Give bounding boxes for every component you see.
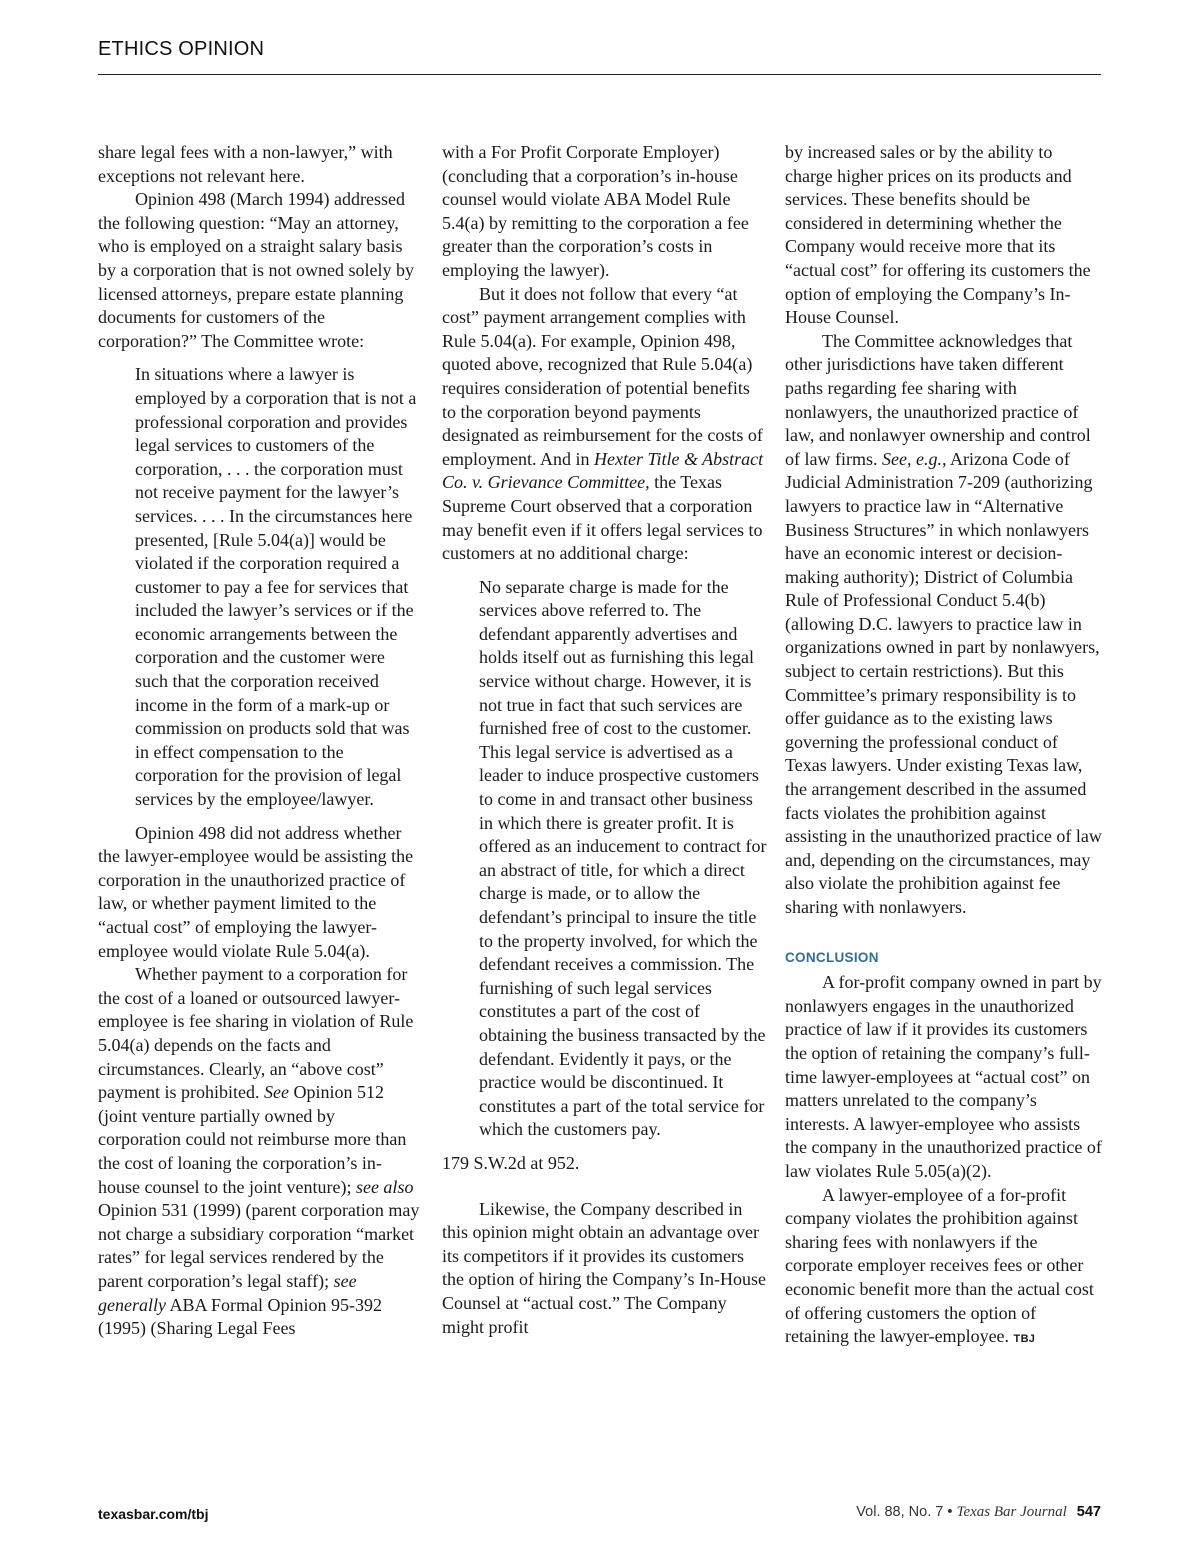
spacer: [442, 1176, 767, 1198]
paragraph: Opinion 498 did not address whether the lawyer-employee would be assisting the corporation in the unauthorized practice of law, or whether payment limited to the “actual cost” of employing the lawyer-employee would violate Rule 5.04(a).: [98, 822, 414, 961]
footer-issue: [856, 1504, 1101, 1521]
paragraph: with a For Profit Corporate Employer) (concluding that a corporation’s in-house counsel would violate ABA Model Rule 5.4(a) by remitting to the corporation a fee greater than the corporation’s costs in employing the lawyer).: [442, 142, 749, 280]
paragraph: by increased sales or by the ability to charge higher prices on its products and services. These benefits should be considered in determining whether the Company would receive more that its “actual cost” for offering its customers the option of employing the Company’s In-House Counsel.: [785, 142, 1091, 328]
case-name: Hexter Title & Abstract Co. v. Grievance Committee,: [442, 448, 764, 493]
conclusion-heading: CONCLUSION: [785, 949, 879, 965]
signal-see-eg: See, e.g.,: [881, 448, 947, 469]
block-quote: In situations where a lawyer is employed by a corporation that is not a professional corporation and provides legal services to customers of the corporation, . . . the corporation must not receive payment for the lawyer’s services. . . . In the circumstances here presented, [Rule 5.04(a)] would be violated if the corporation required a customer to pay a fee for services that included the lawyer’s services or if the economic arrangements between the corporation and the customer were such that the corporation received income in the form of a mark-up or commission on products sold that was in effect compensation to the corporation for the provision of legal services by the employee/lawyer.: [135, 364, 417, 810]
signal-see-also: see also: [355, 1176, 414, 1197]
header-divider: [98, 74, 1101, 75]
paragraph: But it does not follow that every “at cost” payment arrangement complies with Rule 5.04(a). For example, Opinion 498, quoted above, recognized that Rule 5.04(a) requires consideration of potential benefits to the corporation beyond payments designated as reimbursement for the costs of employment. And in Hexter Title & Abstract Co. v. Grievance Committee, the Texas Supreme Court observed that a corporation may benefit even if it offers legal services to customers at no additional charge:: [442, 283, 764, 564]
paragraph: share legal fees with a non-lawyer,” with exceptions not relevant here.: [98, 142, 393, 186]
footer-journal: Texas Bar Journal: [956, 1504, 1067, 1520]
paragraph: A for-profit company owned in part by nonlawyers engages in the unauthorized practice of law if it provides its customers the option of retaining the company’s full-time lawyer-employees at “actual cost” on matters unrelated to the company’s interests. A lawyer-employee who assists the company in the unauthorized practice of law violates Rule 5.05(a)(2).: [785, 972, 1102, 1181]
paragraph: The Committee acknowledges that other jurisdictions have taken different paths regarding fee sharing with nonlawyers, the unauthorized practice of law, and nonlawyer ownership and control of law firms. See, e.g., Arizona Code of Judicial Administration 7-209 (authorizing lawyers to practice law in “Alternative Business Structures” in which nonlawyers have an economic interest or decision-making authority); District of Columbia Rule of Professional Conduct 5.4(b) (allowing D.C. lawyers to practice law in organizations owned in part by nonlawyers, subject to certain restrictions). But this Committee’s primary responsibility is to offer guidance as to the existing laws governing the professional conduct of Texas lawyers. Under existing Texas law, the arrangement described in the assumed facts violates the prohibition against assisting in the unauthorized practice of law and, depending on the circumstances, may also violate the prohibition against fee sharing with nonlawyers.: [785, 330, 1102, 917]
citation: 179 S.W.2d at 952.: [442, 1152, 580, 1173]
signal-see-generally: see generally: [98, 1270, 357, 1315]
footer-bullet: •: [947, 1504, 953, 1520]
footer-volume: Vol. 88, No. 7: [856, 1504, 944, 1520]
end-mark: TBJ: [1013, 1333, 1036, 1346]
column-1: [98, 141, 422, 1341]
page-number: 547: [1076, 1504, 1101, 1520]
paragraph: Whether payment to a corporation for the cost of a loaned or outsourced lawyer-employee is fee sharing in violation of Rule 5.04(a) depends on the facts and circumstances. Clearly, an “above cost” payment is prohibited. See Opinion 512 (joint venture partially owned by corporation could not reimburse more than the cost of loaning the corporation’s in-house counsel to the joint venture); see also Opinion 531 (1999) (parent corporation may not charge a subsidiary corporation “market rates” for legal services rendered by the parent corporation’s legal staff); see generally ABA Formal Opinion 95-392 (1995) (Sharing Legal Fees: [98, 964, 420, 1339]
footer-website: texasbar.com/tbj: [98, 1506, 209, 1522]
column-2: [442, 141, 767, 1339]
column-3: [785, 141, 1103, 1352]
paragraph: Likewise, the Company described in this opinion might obtain an advantage over its competitors if it provides its customers the option of hiring the Company’s In-House Counsel at “actual cost.” The Company might profit: [442, 1198, 766, 1337]
signal-see: See: [263, 1082, 289, 1103]
paragraph: A lawyer-employee of a for-profit company violates the prohibition against sharing fees with nonlawyers if the corporate employer receives fees or other economic benefit more than the actual cost of offering customers the option of retaining the lawyer-employee. TBJ: [785, 1184, 1094, 1347]
section-header: ETHICS OPINION: [98, 38, 265, 60]
block-quote: No separate charge is made for the services above referred to. The defendant apparently advertises and holds itself out as furnishing this legal service without charge. However, it is not true in fact that such services are furnished free of cost to the customer. This legal service is advertised as a leader to induce prospective customers to come in and transact other business in which there is greater profit. It is offered as an inducement to contract for an abstract of title, for which a direct charge is made, or to allow the defendant’s principal to insure the title to the property involved, for which the defendant receives a commission. The furnishing of such legal services constitutes a part of the cost of obtaining the business transacted by the defendant. Evidently it pays, or the practice would be discontinued. It constitutes a part of the total service for which the customers pay.: [479, 576, 767, 1140]
paragraph: Opinion 498 (March 1994) addressed the following question: “May an attorney, who is employed on a straight salary basis by a corporation that is not owned solely by licensed attorneys, prepare estate planning documents for customers of the corporation?” The Committee wrote:: [98, 189, 414, 351]
